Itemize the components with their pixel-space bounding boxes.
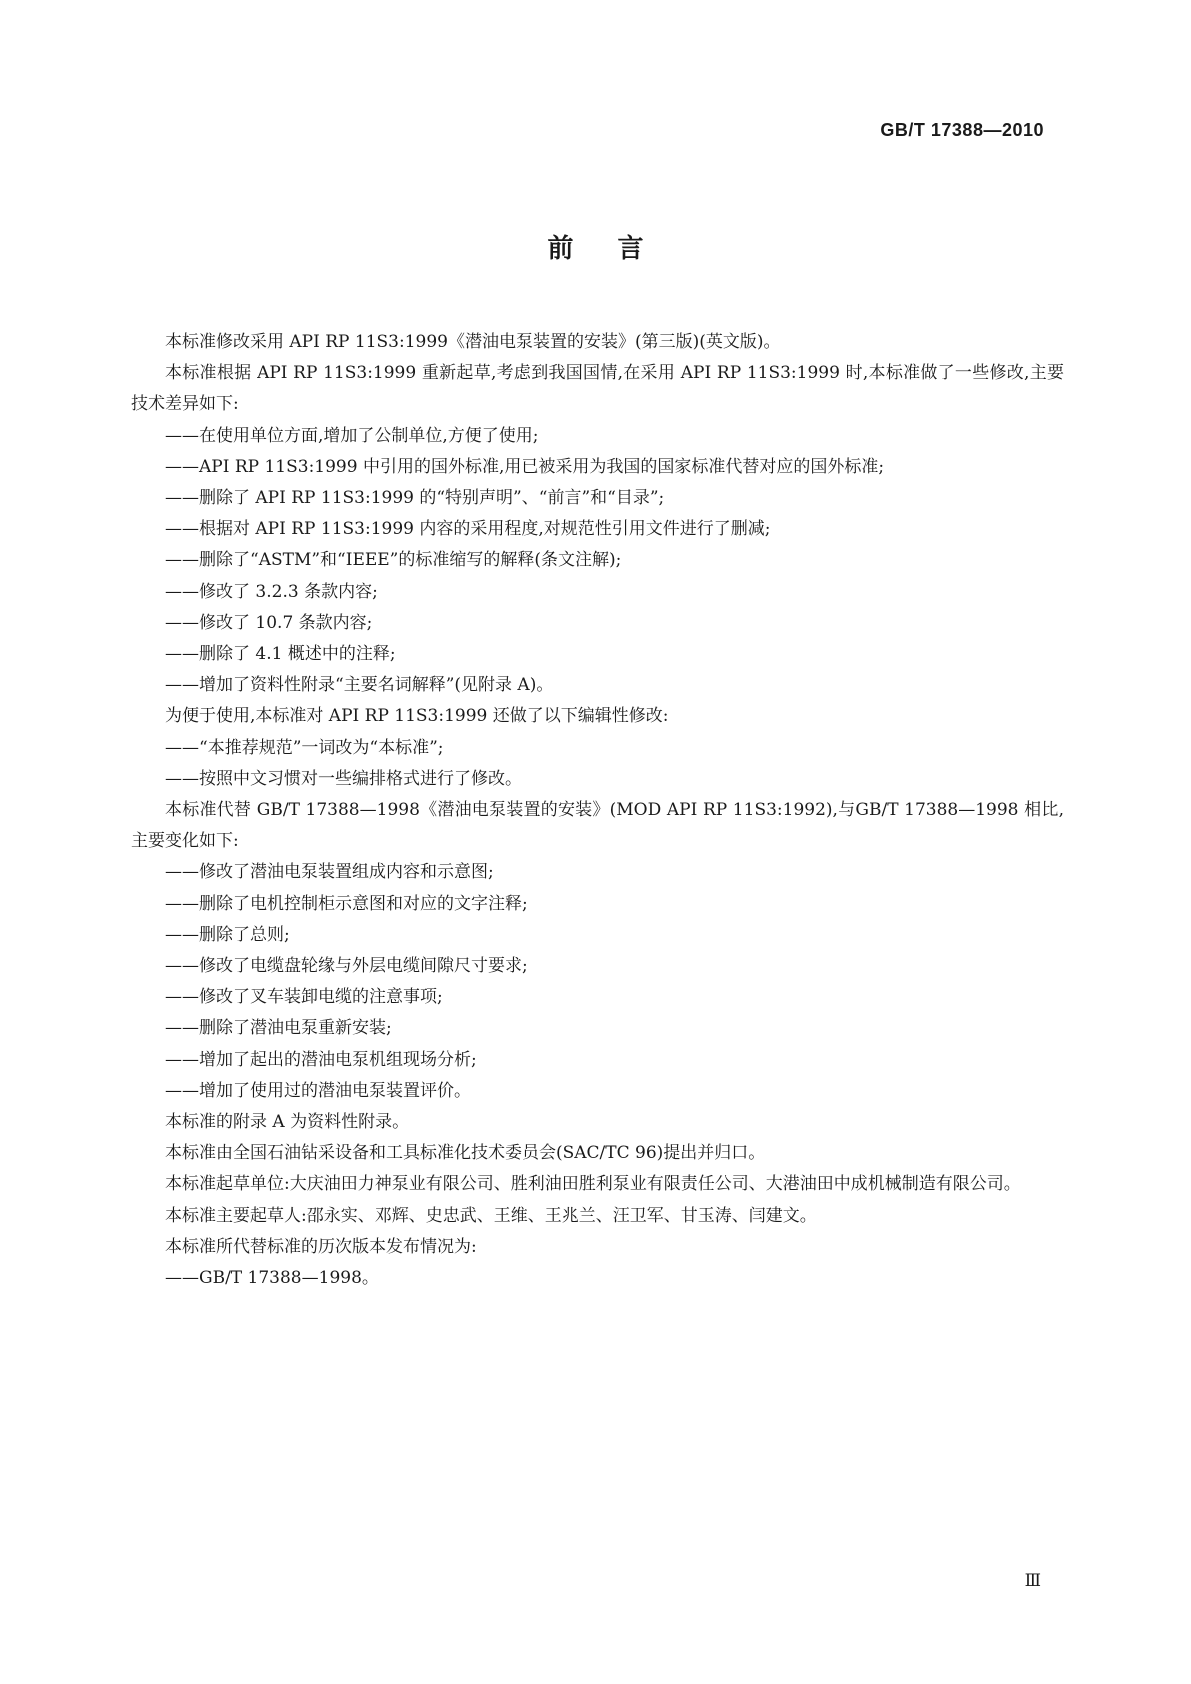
list-item: ——“本推荐规范”一词改为“本标准”; [165, 737, 444, 758]
list-item: ——GB/T 17388—1998。 [165, 1268, 379, 1289]
list-item: ——修改了叉车装卸电缆的注意事项; [165, 987, 443, 1008]
standard-number: GB/T 17388—2010 [880, 120, 1044, 140]
list-item: ——修改了电缆盘轮缘与外层电缆间隙尺寸要求; [165, 956, 528, 977]
paragraph: 本标准修改采用 API RP 11S3:1999《潜油电泵装置的安装》(第三版)(英文版)。 [165, 332, 781, 352]
paragraph: 为便于使用,本标准对 API RP 11S3:1999 还做了以下编辑性修改: [165, 706, 669, 727]
list-item: ——增加了起出的潜油电泵机组现场分析; [165, 1049, 477, 1070]
list-item: ——按照中文习惯对一些编排格式进行了修改。 [165, 768, 522, 789]
list-item: ——删除了 4.1 概述中的注释; [165, 644, 396, 665]
list-item: ——在使用单位方面,增加了公制单位,方便了使用; [165, 425, 539, 446]
list-item: ——API RP 11S3:1999 中引用的国外标准,用已被采用为我国的国家标准代替对应的国外标准; [165, 456, 885, 477]
paragraph: 本标准主要起草人:邵永实、邓辉、史忠武、王维、王兆兰、汪卫军、甘玉涛、闫建文。 [165, 1205, 817, 1226]
page-title: 前言 [547, 234, 688, 264]
list-item: ——删除了潜油电泵重新安装; [165, 1018, 392, 1039]
list-item: ——修改了 3.2.3 条款内容; [165, 581, 378, 602]
list-item: ——删除了电机控制柜示意图和对应的文字注释; [165, 893, 528, 914]
list-item: ——删除了 API RP 11S3:1999 的“特别声明”、“前言”和“目录”; [165, 488, 665, 509]
paragraph: 本标准根据 API RP 11S3:1999 重新起草,考虑到我国国情,在采用 API RP 11S3:1999 时,本标准做了一些修改,主要技术差异如下: [131, 363, 1064, 415]
paragraph: 本标准由全国石油钻采设备和工具标准化技术委员会(SAC/TC 96)提出并归口。 [165, 1143, 766, 1164]
foreword-body [131, 327, 1064, 1294]
paragraph: 本标准代替 GB/T 17388—1998《潜油电泵装置的安装》(MOD API RP 11S3:1992),与GB/T 17388—1998 相比,主要变化如下: [131, 800, 1064, 852]
list-item: ——删除了总则; [165, 924, 290, 945]
list-item: ——增加了资料性附录“主要名词解释”(见附录 A)。 [165, 675, 554, 696]
list-item: ——修改了 10.7 条款内容; [165, 612, 373, 633]
paragraph: 本标准所代替标准的历次版本发布情况为: [165, 1236, 477, 1257]
list-item: ——增加了使用过的潜油电泵装置评价。 [165, 1080, 471, 1101]
list-item: ——修改了潜油电泵装置组成内容和示意图; [165, 862, 494, 883]
paragraph: 本标准起草单位:大庆油田力神泵业有限公司、胜利油田胜利泵业有限责任公司、大港油田中成机械制造有限公司。 [165, 1174, 1021, 1195]
paragraph: 本标准的附录 A 为资料性附录。 [165, 1112, 410, 1133]
list-item: ——删除了“ASTM”和“IEEE”的标准缩写的解释(条文注解); [165, 550, 622, 571]
page-number: Ⅲ [1024, 1571, 1041, 1590]
list-item: ——根据对 API RP 11S3:1999 内容的采用程度,对规范性引用文件进行了删减; [165, 519, 771, 540]
